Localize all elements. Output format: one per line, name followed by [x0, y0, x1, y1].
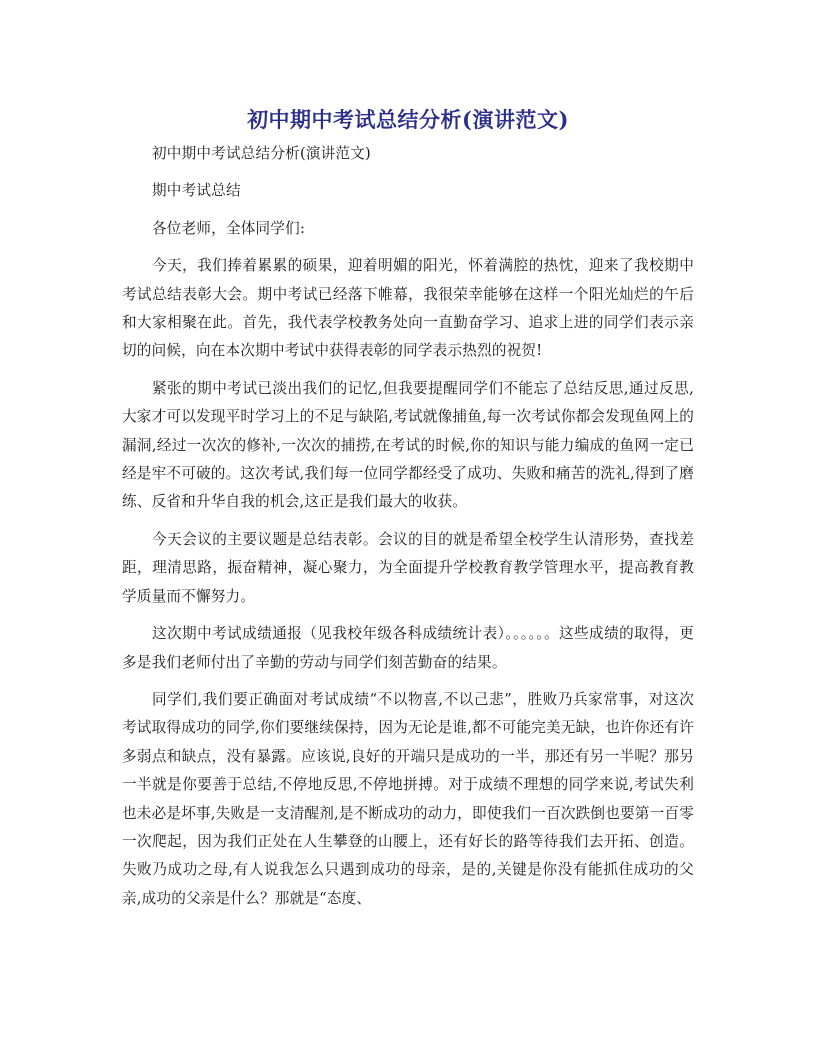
paragraph-salutation: 各位老师，全体同学们:	[152, 219, 306, 237]
paragraph-opening: 今天，我们捧着累累的硕果，迎着明媚的阳光，怀着满腔的热忱，迎来了我校期中考试总结表彰大会。期中考试已经落下帷幕，我很荣幸能够在这样一个阳光灿烂的午后和大家相聚在此。首先，我代表学校教务处向一直勤奋学习、追求上进的同学们表示亲切的问候，向在本次期中考试中获得表彰的同学表示热烈的祝贺!	[122, 257, 694, 360]
paragraph-section-heading: 期中考试总结	[152, 182, 241, 200]
paragraph-reflection: 紧张的期中考试已淡出我们的记忆,但我要提醒同学们不能忘了总结反思,通过反思,大家才可以发现平时学习上的不足与缺陷,考试就像捕鱼,每一次考试你都会发现鱼网上的漏洞,经过一次次的修补,一次次的捕捞,在考试的时候,你的知识与能力编成的鱼网一定已经是牢不可破的。这次考试,我们每一位同学都经受了成功、失败和痛苦的洗礼,得到了磨练、反省和升华自我的机会,这正是我们最大的收获。	[122, 379, 694, 511]
document-body	[122, 140, 694, 922]
paragraph-advice: 同学们,我们要正确面对考试成绩“不以物喜,不以己悲”，胜败乃兵家常事，对这次考试取得成功的同学,你们要继续保持，因为无论是谁,都不可能完美无缺，也许你还有许多弱点和缺点，没有暴露。应该说,良好的开端只是成功的一半，那还有另一半呢？那另一半就是你要善于总结,不停地反思,不停地拼搏。对于成绩不理想的同学来说,考试失利也未必是坏事,失败是一支清醒剂,是不断成功的动力，即使我们一百次跌倒也要第一百零一次爬起，因为我们正处在人生攀登的山腰上，还有好长的路等待我们去开拓、创造。失败乃成功之母,有人说我怎么只遇到成功的母亲，是的,关键是你没有能抓住成功的父亲,成功的父亲是什么？那就是“态度、	[122, 690, 694, 907]
document-title: 初中期中考试总结分析(演讲范文)	[247, 107, 569, 132]
paragraph-meeting-topic: 今天会议的主要议题是总结表彰。会议的目的就是希望全校学生认清形势，查找差距，理清思路，振奋精神，凝心聚力，为全面提升学校教育教学管理水平，提高教育教学质量而不懈努力。	[122, 530, 694, 605]
paragraph-subtitle: 初中期中考试总结分析(演讲范文)	[152, 145, 371, 162]
paragraph-results-report: 这次期中考试成绩通报（见我校年级各科成绩统计表）。。。。。。这些成绩的取得，更多是我们老师付出了辛勤的劳动与同学们刻苦勤奋的结果。	[122, 625, 694, 671]
